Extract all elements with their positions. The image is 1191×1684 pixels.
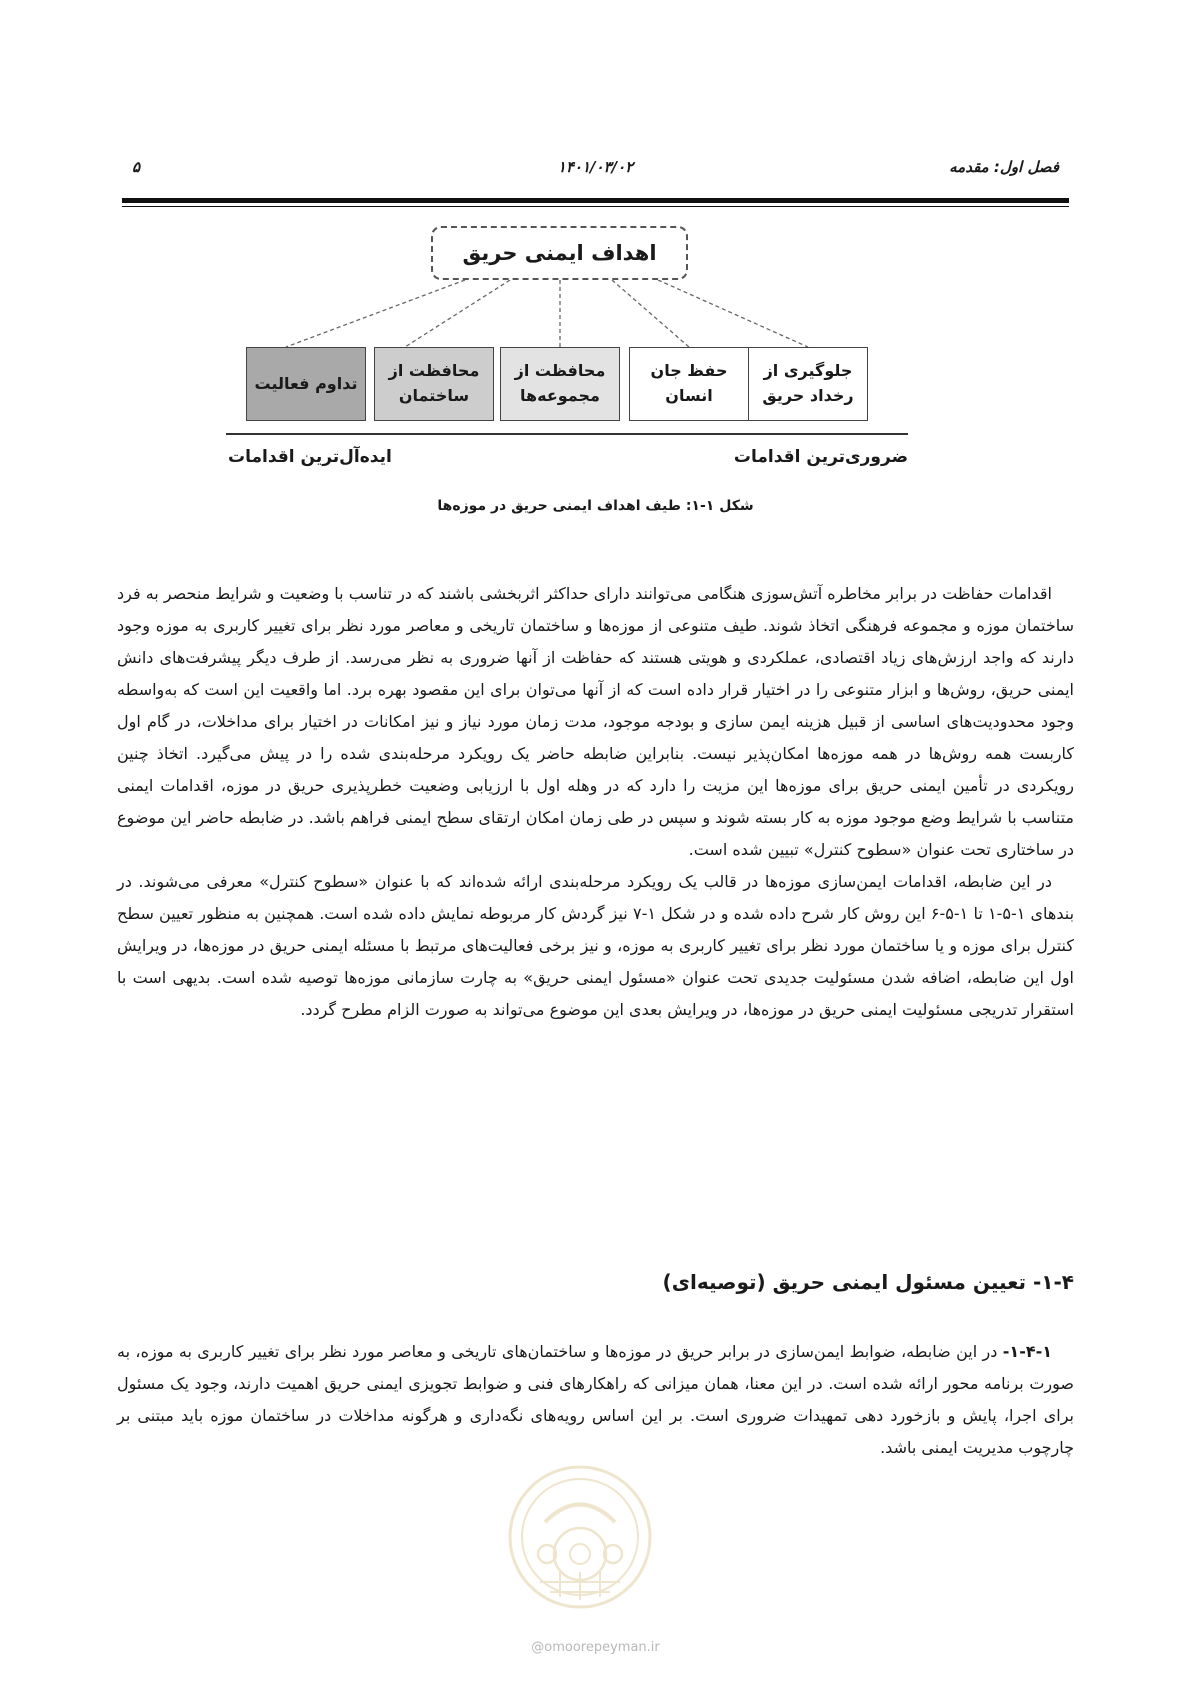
goal-box: اهداف ایمنی حریق bbox=[431, 226, 688, 280]
connector-line bbox=[286, 280, 465, 347]
figure-caption: شکل ۱-۱: طیف اهداف ایمنی حریق در موزه‌ها bbox=[437, 498, 754, 514]
watermark-url: @omoorepeyman.ir bbox=[531, 1640, 660, 1655]
spectrum-axis bbox=[226, 433, 908, 435]
level-box-life-safety: حفظ جان انسان bbox=[629, 347, 749, 421]
paragraph: در این ضابطه، اقدامات ایمن‌سازی موزه‌ها در قالب یک رویکرد مرحله‌بندی ارائه شده‌اند که با عنوان «سطوح کنترل» معرفی می‌شوند. در بندهای ۱-۵-۱ تا ۱-۵-۶ این روش کار شرح داده شده و در شکل ۱-۷ نیز گردش کار مربوطه نمایش داده شده است. همچنین به منظور تعیین سطح کنترل برای موزه و یا ساختمان مورد نظر برای تغییر کاربری به موزه، و نیز برخی فعالیت‌های مرتبط با مسئله ایمنی حریق در موزه‌ها، در ویرایش اول این ضابطه، اضافه شدن مسئولیت جدیدی تحت عنوان «مسئول ایمنی حریق» به چارت سازمانی موزه‌ها توصیه شده است. بدیهی است با استقرار تدریجی مسئولیت ایمنی حریق در موزه‌ها، در ویرایش بعدی این موضوع می‌تواند به صورت الزام مطرح گردد. bbox=[117, 872, 1075, 1019]
level-box-prevent-fire: جلوگیری از رخداد حریق bbox=[748, 347, 868, 421]
fire-safety-goals-diagram bbox=[0, 215, 1191, 535]
chapter-title: فصل اول: مقدمه bbox=[949, 158, 1059, 176]
body-text bbox=[117, 578, 1074, 1026]
paragraph: اقدامات حفاظت در برابر مخاطره آتش‌سوزی هنگامی می‌توانند دارای حداکثر اثربخشی باشند که در تناسب با وضعیت و شرایط منحصر به فرد ساختمان موزه و مجموعه فرهنگی اتخاذ شوند. طیف متنوعی از موزه‌ها و ساختمان تاریخی و معاصر مورد نظر برای تغییر کاربری به موزه وجود دارند که واجد ارزش‌های زیاد اقتصادی، عملکردی و هویتی هستند که حفاظت از آنها ضروری به نظر می‌رسد. از طرف دیگر پیشرفت‌های دانش ایمنی حریق، روش‌ها و ابزار متنوعی را در اختیار قرار داده است که از آنها می‌توان برای این مقصود بهره برد. اما واقعیت این است که به‌واسطه وجود محدودیت‌های اساسی از قبیل هزینه ایمن سازی و بودجه موجود، مدت زمان مورد نیاز و نیز امکانات در اختیار برای مداخلات، در گام اول کاربست همه روش‌ها در همه موزه‌ها امکان‌پذیر نیست. بنابراین ضابطه حاضر یک رویکرد مرحله‌بندی شده را در پیش می‌گیرد. اتخاذ چنین رویکردی در تأمین ایمنی حریق برای موزه‌ها این مزیت را دارد که در وهله اول با ارزیابی وضعیت خطرپذیری حریق در موزه، اقدامات ایمنی متناسب با شرایط وضع موجود موزه به کار بسته شوند و سپس در طی زمان امکان ارتقای سطح ایمنی فراهم باشد. در ضابطه حاضر این موضوع در ساختاری تحت عنوان «سطوح کنترل» تبیین شده است. bbox=[117, 584, 1074, 859]
header-rule-thin bbox=[122, 206, 1069, 207]
level-box-protect-building: محافظت از ساختمان bbox=[374, 347, 494, 421]
header-rule-thick bbox=[122, 198, 1069, 203]
clause-body: در این ضابطه، ضوابط ایمن‌سازی در برابر حریق در موزه‌ها و ساختمان‌های تاریخی و معاصر مورد نظر برای تغییر کاربری به موزه، به صورت برنامه محور ارائه شده است. در این معنا، همان میزانی که راهکارهای فنی و ضوابط تجویزی ایمنی حریق اهمیت دارند، وجود یک مسئول برای اجرا، پایش و بازخورد دهی تمهیدات ضروری است. بر این اساس رویه‌های نگه‌داری و هرگونه مداخلات در ساختمان موزه باید مبتنی بر چارچوب مدیریت ایمنی باشد. bbox=[117, 1342, 1074, 1457]
connector-line bbox=[612, 280, 689, 347]
level-box-protect-collections: محافظت از مجموعه‌ها bbox=[500, 347, 620, 421]
page-number: ۵ bbox=[132, 158, 141, 176]
clause-paragraph bbox=[117, 1336, 1074, 1464]
connector-line bbox=[405, 280, 510, 347]
page-header bbox=[132, 158, 1059, 188]
watermark-logo bbox=[505, 1462, 655, 1612]
header-date: ۱۴۰۱/۰۳/۰۲ bbox=[557, 158, 634, 176]
clause-text bbox=[117, 1336, 1074, 1464]
clause-number: ۱-۴-۱- bbox=[1002, 1342, 1052, 1361]
section-heading: ۱-۴- تعیین مسئول ایمنی حریق (توصیه‌ای) bbox=[662, 1270, 1074, 1294]
axis-label-ideal: ایده‌آل‌ترین اقدامات bbox=[228, 447, 392, 467]
connector-line bbox=[658, 280, 808, 347]
level-box-business-continuity: تداوم فعالیت bbox=[246, 347, 366, 421]
axis-label-essential: ضروری‌ترین اقدامات bbox=[733, 447, 908, 467]
seal-icon bbox=[505, 1462, 655, 1612]
